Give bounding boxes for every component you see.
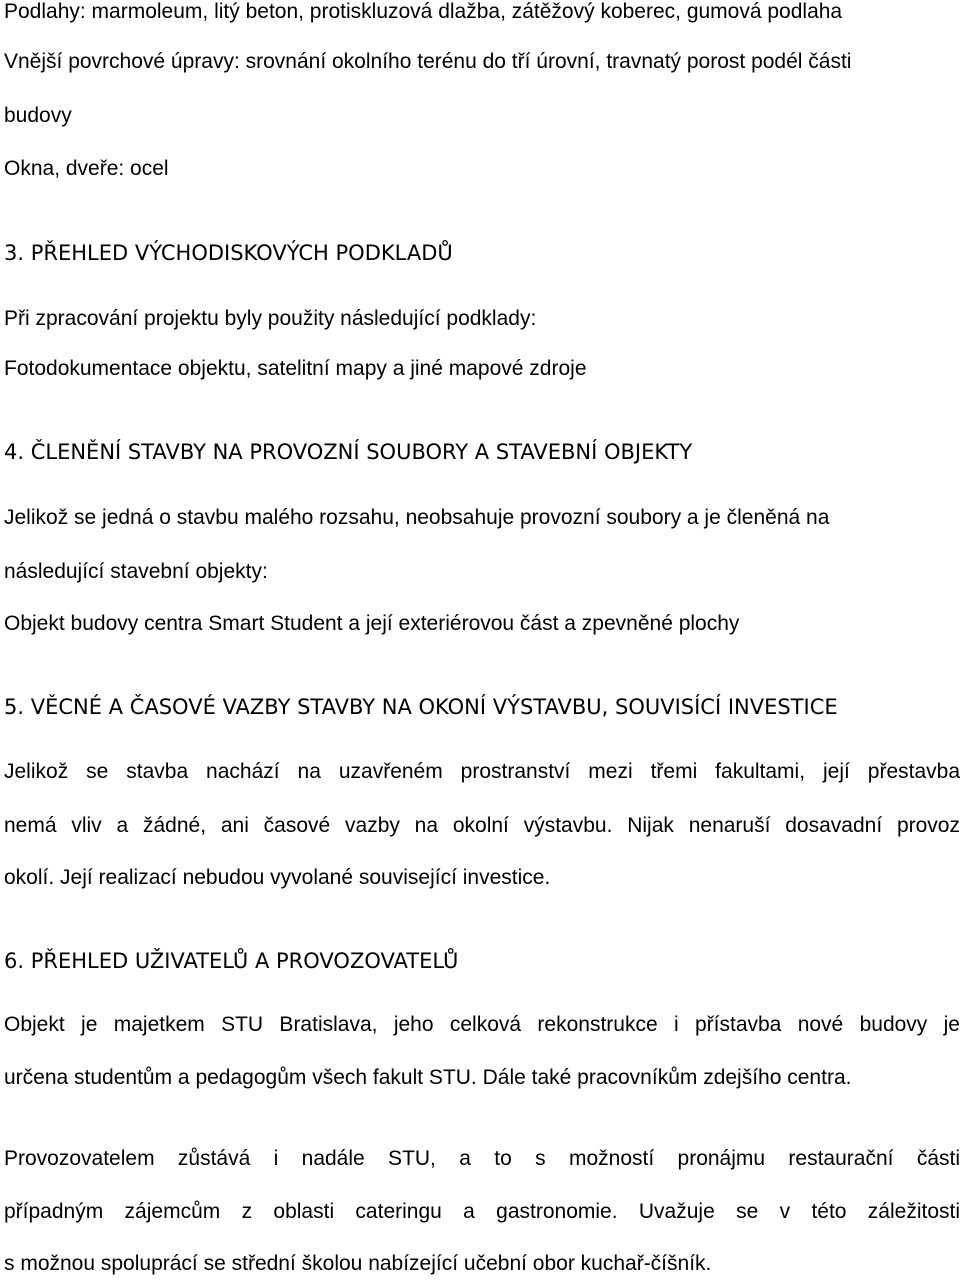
section-6-line-4: případným zájemcům z oblasti cateringu a gastronomie. Uvažuje se v této záležitosti	[4, 1200, 960, 1223]
section-6-line-3: Provozovatelem zůstává i nadále STU, a to s možností pronájmu restaurační části	[4, 1147, 960, 1170]
section-3-line-2: Fotodokumentace objektu, satelitní mapy a jiné mapové zdroje	[4, 357, 587, 380]
section-5-line-1: Jelikož se stavba nachází na uzavřeném prostranství mezi třemi fakultami, její přestavba	[4, 760, 960, 783]
section-4-heading: 4. ČLENĚNÍ STAVBY NA PROVOZNÍ SOUBORY A STAVEBNÍ OBJEKTY	[4, 440, 693, 464]
section-4-line-2: následující stavební objekty:	[4, 560, 268, 583]
intro-line-exterior-cont: budovy	[4, 104, 72, 127]
section-6-line-2: určena studentům a pedagogům všech fakult STU. Dále také pracovníkům zdejšího centra.	[4, 1066, 852, 1089]
section-6-line-5: s možnou spoluprácí se střední školou nabízející učební obor kuchař-číšník.	[4, 1252, 712, 1275]
intro-line-floors: Podlahy: marmoleum, litý beton, protiskluzová dlažba, zátěžový koberec, gumová podlaha	[4, 0, 843, 23]
section-4-line-3: Objekt budovy centra Smart Student a její exteriérovou část a zpevněné plochy	[4, 612, 740, 635]
section-5-heading: 5. VĚCNÉ A ČASOVÉ VAZBY STAVBY NA OKONÍ VÝSTAVBU, SOUVISÍCÍ INVESTICE	[4, 695, 838, 719]
intro-line-exterior: Vnější povrchové úpravy: srovnání okolního terénu do tří úrovní, travnatý porost podél části	[4, 50, 852, 73]
section-6-heading: 6. PŘEHLED UŽIVATELŮ A PROVOZOVATELŮ	[4, 949, 459, 973]
section-5-line-2: nemá vliv a žádné, ani časové vazby na okolní výstavbu. Nijak nenaruší dosavadní provoz	[4, 814, 960, 837]
intro-line-windows: Okna, dveře: ocel	[4, 157, 169, 180]
section-6-line-1: Objekt je majetkem STU Bratislava, jeho celková rekonstrukce i přístavba nové budovy je	[4, 1013, 960, 1036]
section-3-line-1: Při zpracování projektu byly použity následující podklady:	[4, 307, 537, 330]
section-5-line-3: okolí. Její realizací nebudou vyvolané související investice.	[4, 866, 551, 889]
section-4-line-1: Jelikož se jedná o stavbu malého rozsahu, neobsahuje provozní soubory a je členěná na	[4, 506, 830, 529]
section-3-heading: 3. PŘEHLED VÝCHODISKOVÝCH PODKLADŮ	[4, 241, 453, 265]
